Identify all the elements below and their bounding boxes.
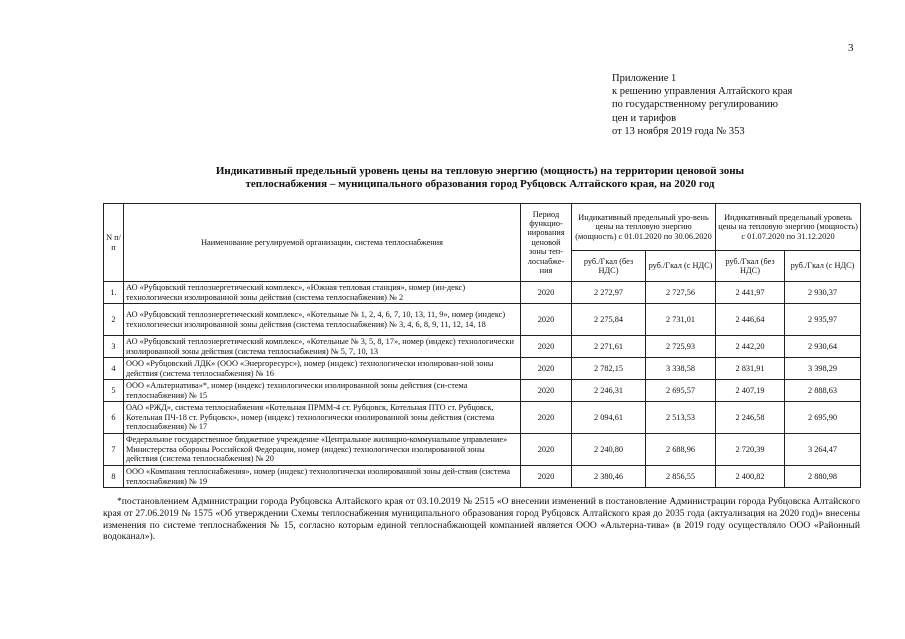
row-period: 2020 [521,402,572,434]
header-h1-with-vat: руб./Гкал (с НДС) [646,251,716,282]
row-period: 2020 [521,304,572,336]
header-period: Период функцио-нирования ценовой зоны теп-лоснабже-ния [521,204,572,282]
row-num: 4 [104,358,124,380]
row-h2-no-vat: 2 446,64 [716,304,785,336]
row-h2-no-vat: 2 407,19 [716,380,785,402]
table-row [104,358,861,380]
row-h1-no-vat: 2 272,97 [572,282,646,304]
table-row [104,336,861,358]
header-first-half-2020: Индикативный предельный уро-вень цены на тепловую энергию (мощность) с 01.01.2020 по 30.06.2020 [572,204,716,251]
row-h1-no-vat: 2 380,46 [572,466,646,488]
row-h1-with-vat: 2 731,01 [646,304,716,336]
row-organization: АО «Рубцовский теплоэнергетический комплекс», «Котельные № 1, 2, 4, 6, 7, 10, 13, 11, 9», номер (индекс) технологически изолированной зоны действия (система теплоснабжения) № 3, 4, 6, 8, 9, 11, 12, 14, 18 [124,304,521,336]
row-h1-no-vat: 2 275,84 [572,304,646,336]
row-organization: АО «Рубцовский теплоэнергетический комплекс», «Котельные № 3, 5, 8, 17», номер (индекс) технологически изолированной зоны действия (система теплоснабжения) № 5, 7, 10, 13 [124,336,521,358]
row-h1-with-vat: 3 338,58 [646,358,716,380]
title-line-2: теплоснабжения – муниципального образования город Рубцовск Алтайского края, на 2020 год [245,178,715,190]
row-h1-with-vat: 2 688,96 [646,434,716,466]
page-number: 3 [848,42,854,54]
appendix-line: по государственному регулированию [612,99,778,111]
row-h1-with-vat: 2 695,57 [646,380,716,402]
row-h1-with-vat: 2 513,53 [646,402,716,434]
appendix-line: от 13 ноября 2019 года № 353 [612,125,745,137]
appendix-line: Приложение 1 [612,73,677,84]
table-row [104,380,861,402]
header-second-half-2020: Индикативный предельный уровень цены на тепловую энергию (мощность) с 01.07.2020 по 31.12.2020 [716,204,861,251]
appendix-line: цен и тарифов [612,112,677,124]
row-organization: АО «Рубцовский теплоэнергетический комплекс», «Южная тепловая станция», номер (ин-декс) технологически изолированной зоны действия (система теплоснабжения) № 2 [124,282,521,304]
row-num: 2 [104,304,124,336]
row-num: 8 [104,466,124,488]
row-organization: ООО «Альтернатива»*, номер (индекс) технологически изолированной зоны действия (си-стема теплоснабжения) № 15 [124,380,521,402]
row-h1-no-vat: 2 094,61 [572,402,646,434]
table-row [104,304,861,336]
row-h2-no-vat: 2 720,39 [716,434,785,466]
row-h2-no-vat: 2 400,82 [716,466,785,488]
tariff-table [103,203,861,488]
row-h2-with-vat: 2 880,98 [785,466,861,488]
row-num: 6 [104,402,124,434]
appendix-block [612,72,792,138]
row-h2-with-vat: 2 930,64 [785,336,861,358]
row-organization: Федеральное государственное бюджетное учреждение «Центральное жилищно-коммунальное управление» Министерства обороны Российской Федерации, номер (индекс) технологически изолированной зоны действия (система теплоснабжения) № 20 [124,434,521,466]
footnote [103,496,860,543]
footnote-text: *постановлением Администрации города Рубцовска Алтайского края от 03.10.2019 № 2515 «О внесении изменений в постановление Администрации города Рубцовска Алтайского края от 27.06.2019 № 1575 «Об утверждении Схемы теплоснабжения муниципального образования город Рубцовск Алтайского края до 2035 года (актуализация на 2020 год)» внесены изменения по системе теплоснабжения № 15, согласно которым единой теплоснабжающей компанией является ООО «Альтерна-тива» (в 2019 году осуществляло ООО «Районный водоканал»). [103,496,860,543]
row-num: 5 [104,380,124,402]
row-period: 2020 [521,380,572,402]
header-h2-no-vat: руб./Гкал (без НДС) [716,251,785,282]
row-period: 2020 [521,434,572,466]
table-row [104,466,861,488]
table-row [104,282,861,304]
row-num: 7 [104,434,124,466]
row-h1-with-vat: 2 727,56 [646,282,716,304]
row-h1-no-vat: 2 271,61 [572,336,646,358]
row-organization: ООО «Компания теплоснабжения», номер (индекс) технологически изолированной зоны дей-ствия (система теплоснабжения) № 19 [124,466,521,488]
row-num: 3 [104,336,124,358]
row-period: 2020 [521,336,572,358]
row-num: 1. [104,282,124,304]
row-h1-no-vat: 2 246,31 [572,380,646,402]
row-organization: ООО «Рубцовский ЛДК» (ООО «Энергоресурс»), номер (индекс) технологически изолирован-ной зоны действия (система теплоснабжения) № 16 [124,358,521,380]
header-h2-with-vat: руб./Гкал (с НДС) [785,251,861,282]
title-line-1: Индикативный предельный уровень цены на тепловую энергию (мощность) на территории ценовой зоны [215,165,745,177]
row-h2-no-vat: 2 442,20 [716,336,785,358]
row-h2-with-vat: 3 398,29 [785,358,861,380]
row-h2-with-vat: 2 888,63 [785,380,861,402]
row-h1-no-vat: 2 782,15 [572,358,646,380]
row-period: 2020 [521,282,572,304]
header-h1-no-vat: руб./Гкал (без НДС) [572,251,646,282]
row-organization: ОАО «РЖД», система теплоснабжения «Котельная ПРМM-4 ст. Рубцовск, Котельная ПТО ст. Рубцовск, Котельная ПЧ-18 ст. Рубцовск», номер (индекс) технологически изолированной зоны действия (система теплоснабжения) № 17 [124,402,521,434]
header-num: N п/ п [104,204,124,282]
row-h1-with-vat: 2 725,93 [646,336,716,358]
table-row [104,402,861,434]
row-period: 2020 [521,358,572,380]
row-h2-no-vat: 2 441,97 [716,282,785,304]
row-h2-no-vat: 2 831,91 [716,358,785,380]
document-title [100,165,860,191]
row-h2-with-vat: 2 930,37 [785,282,861,304]
table-row [104,434,861,466]
row-period: 2020 [521,466,572,488]
header-organization: Наименование регулируемой организации, система теплоснабжения [124,204,521,282]
appendix-line: к решению управления Алтайского края [612,86,793,98]
row-h2-with-vat: 2 935,97 [785,304,861,336]
row-h2-with-vat: 3 264,47 [785,434,861,466]
row-h1-with-vat: 2 856,55 [646,466,716,488]
row-h2-with-vat: 2 695,90 [785,402,861,434]
row-h2-no-vat: 2 246,58 [716,402,785,434]
row-h1-no-vat: 2 240,80 [572,434,646,466]
